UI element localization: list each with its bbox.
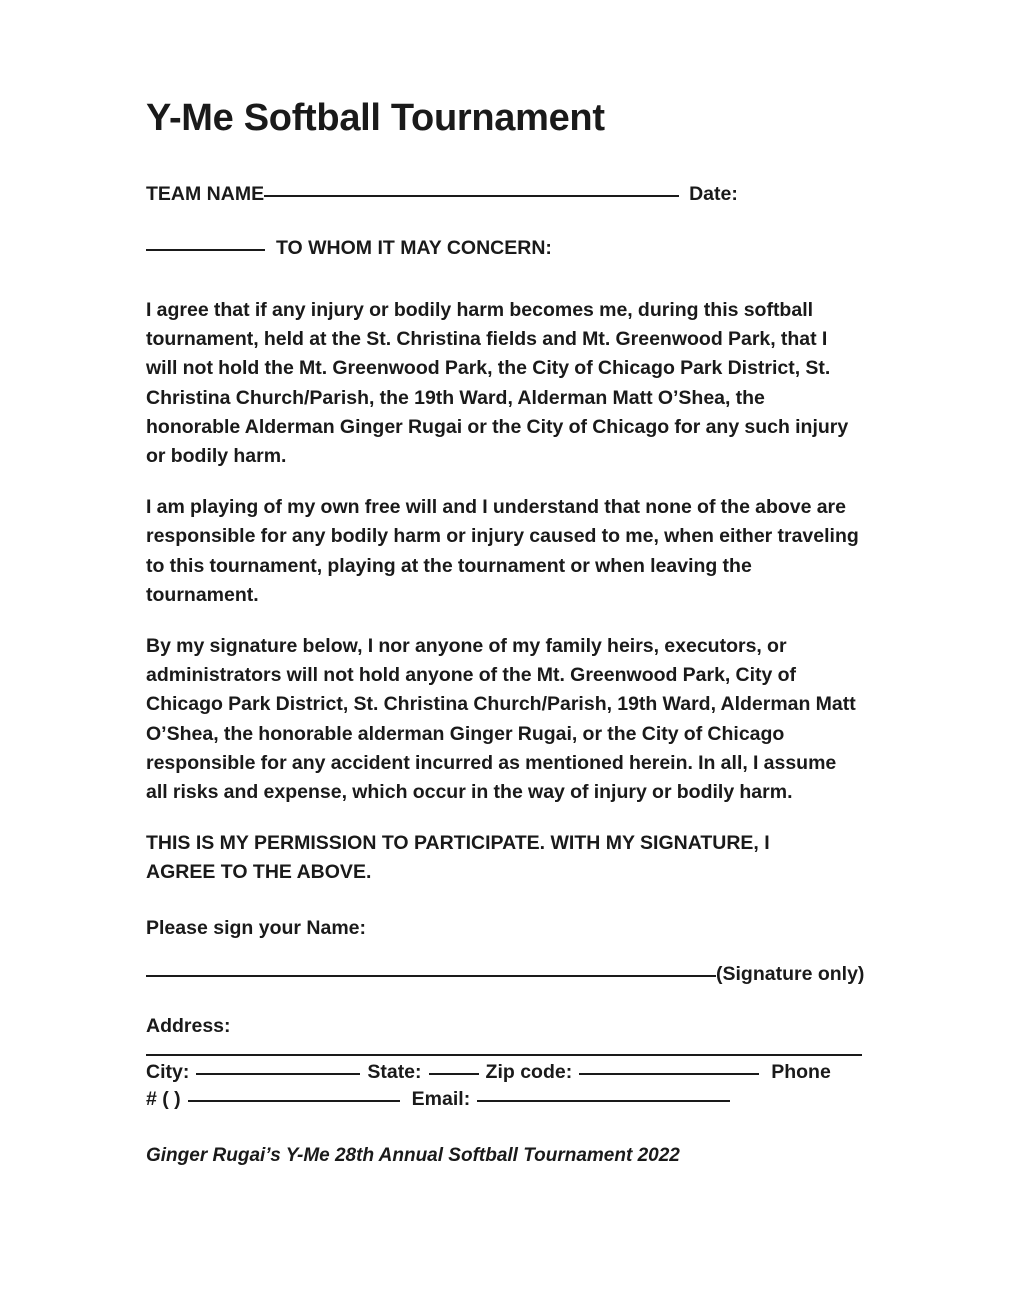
date-label: Date: (689, 183, 738, 205)
to-whom-field-row (146, 234, 862, 262)
state-label: State: (367, 1060, 422, 1083)
phone-number-prefix: # ( ) (146, 1087, 181, 1110)
page-title: Y-Me Softball Tournament (146, 97, 605, 139)
city-label: City: (146, 1060, 190, 1083)
zip-label: Zip code: (485, 1060, 573, 1083)
liability-paragraph-1: I agree that if any injury or bodily harm becomes me, during this softball tournament, held at the St. Christina fields and Mt. Greenwood Park, that I will not hold the Mt. Greenwood Park, the City of Chicago Park District, St. Christina Church/Parish, the 19th Ward, Alderman Matt O’Shea, the honorable Alderman Ginger Rugai or the City of Chicago for any such injury or bodily harm. (146, 299, 849, 468)
phone-email-row (146, 1086, 862, 1113)
signature-prompt: Please sign your Name: (146, 916, 367, 939)
team-name-input-rule[interactable] (264, 195, 679, 197)
liability-paragraph-2: I am playing of my own free will and I understand that none of the above are responsible for any bodily harm or injury caused to me, when either traveling to this tournament, playing at the tournament or when leaving the tournament. (146, 496, 859, 606)
phone-input-rule[interactable] (188, 1100, 400, 1102)
email-input-rule[interactable] (477, 1100, 730, 1102)
document-content (146, 96, 865, 1169)
permission-statement: THIS IS MY PERMISSION TO PARTICIPATE. WITH MY SIGNATURE, I AGREE TO THE ABOVE. (146, 832, 770, 884)
to-whom-blank-rule[interactable] (146, 249, 265, 251)
signature-field-row (146, 960, 865, 988)
team-name-field-row (146, 180, 862, 208)
address-label: Address: (146, 1014, 231, 1037)
zip-input-rule[interactable] (579, 1073, 759, 1075)
address-input-rule[interactable] (146, 1054, 862, 1056)
phone-label: Phone (771, 1060, 831, 1083)
signature-note: (Signature only) (716, 962, 865, 985)
to-whom-label: TO WHOM IT MAY CONCERN: (276, 237, 552, 259)
email-label: Email: (411, 1087, 471, 1110)
team-name-label: TEAM NAME (146, 183, 265, 205)
liability-paragraph-3: By my signature below, I nor anyone of my family heirs, executors, or administrators will not hold anyone of the Mt. Greenwood Park, City of Chicago Park District, St. Christina Church/Parish, 19th Ward, Alderman Matt O’Shea, the honorable alderman Ginger Rugai, or the City of Chicago responsible for any accident incurred as mentioned herein. In all, I assume all risks and expense, which occur in the way of injury or bodily harm. (146, 635, 856, 804)
signature-input-rule[interactable] (146, 975, 716, 977)
footer-note: Ginger Rugai’s Y-Me 28th Annual Softball Tournament 2022 (146, 1144, 680, 1166)
city-state-zip-row (146, 1059, 862, 1086)
city-input-rule[interactable] (196, 1073, 360, 1075)
state-input-rule[interactable] (429, 1073, 479, 1075)
